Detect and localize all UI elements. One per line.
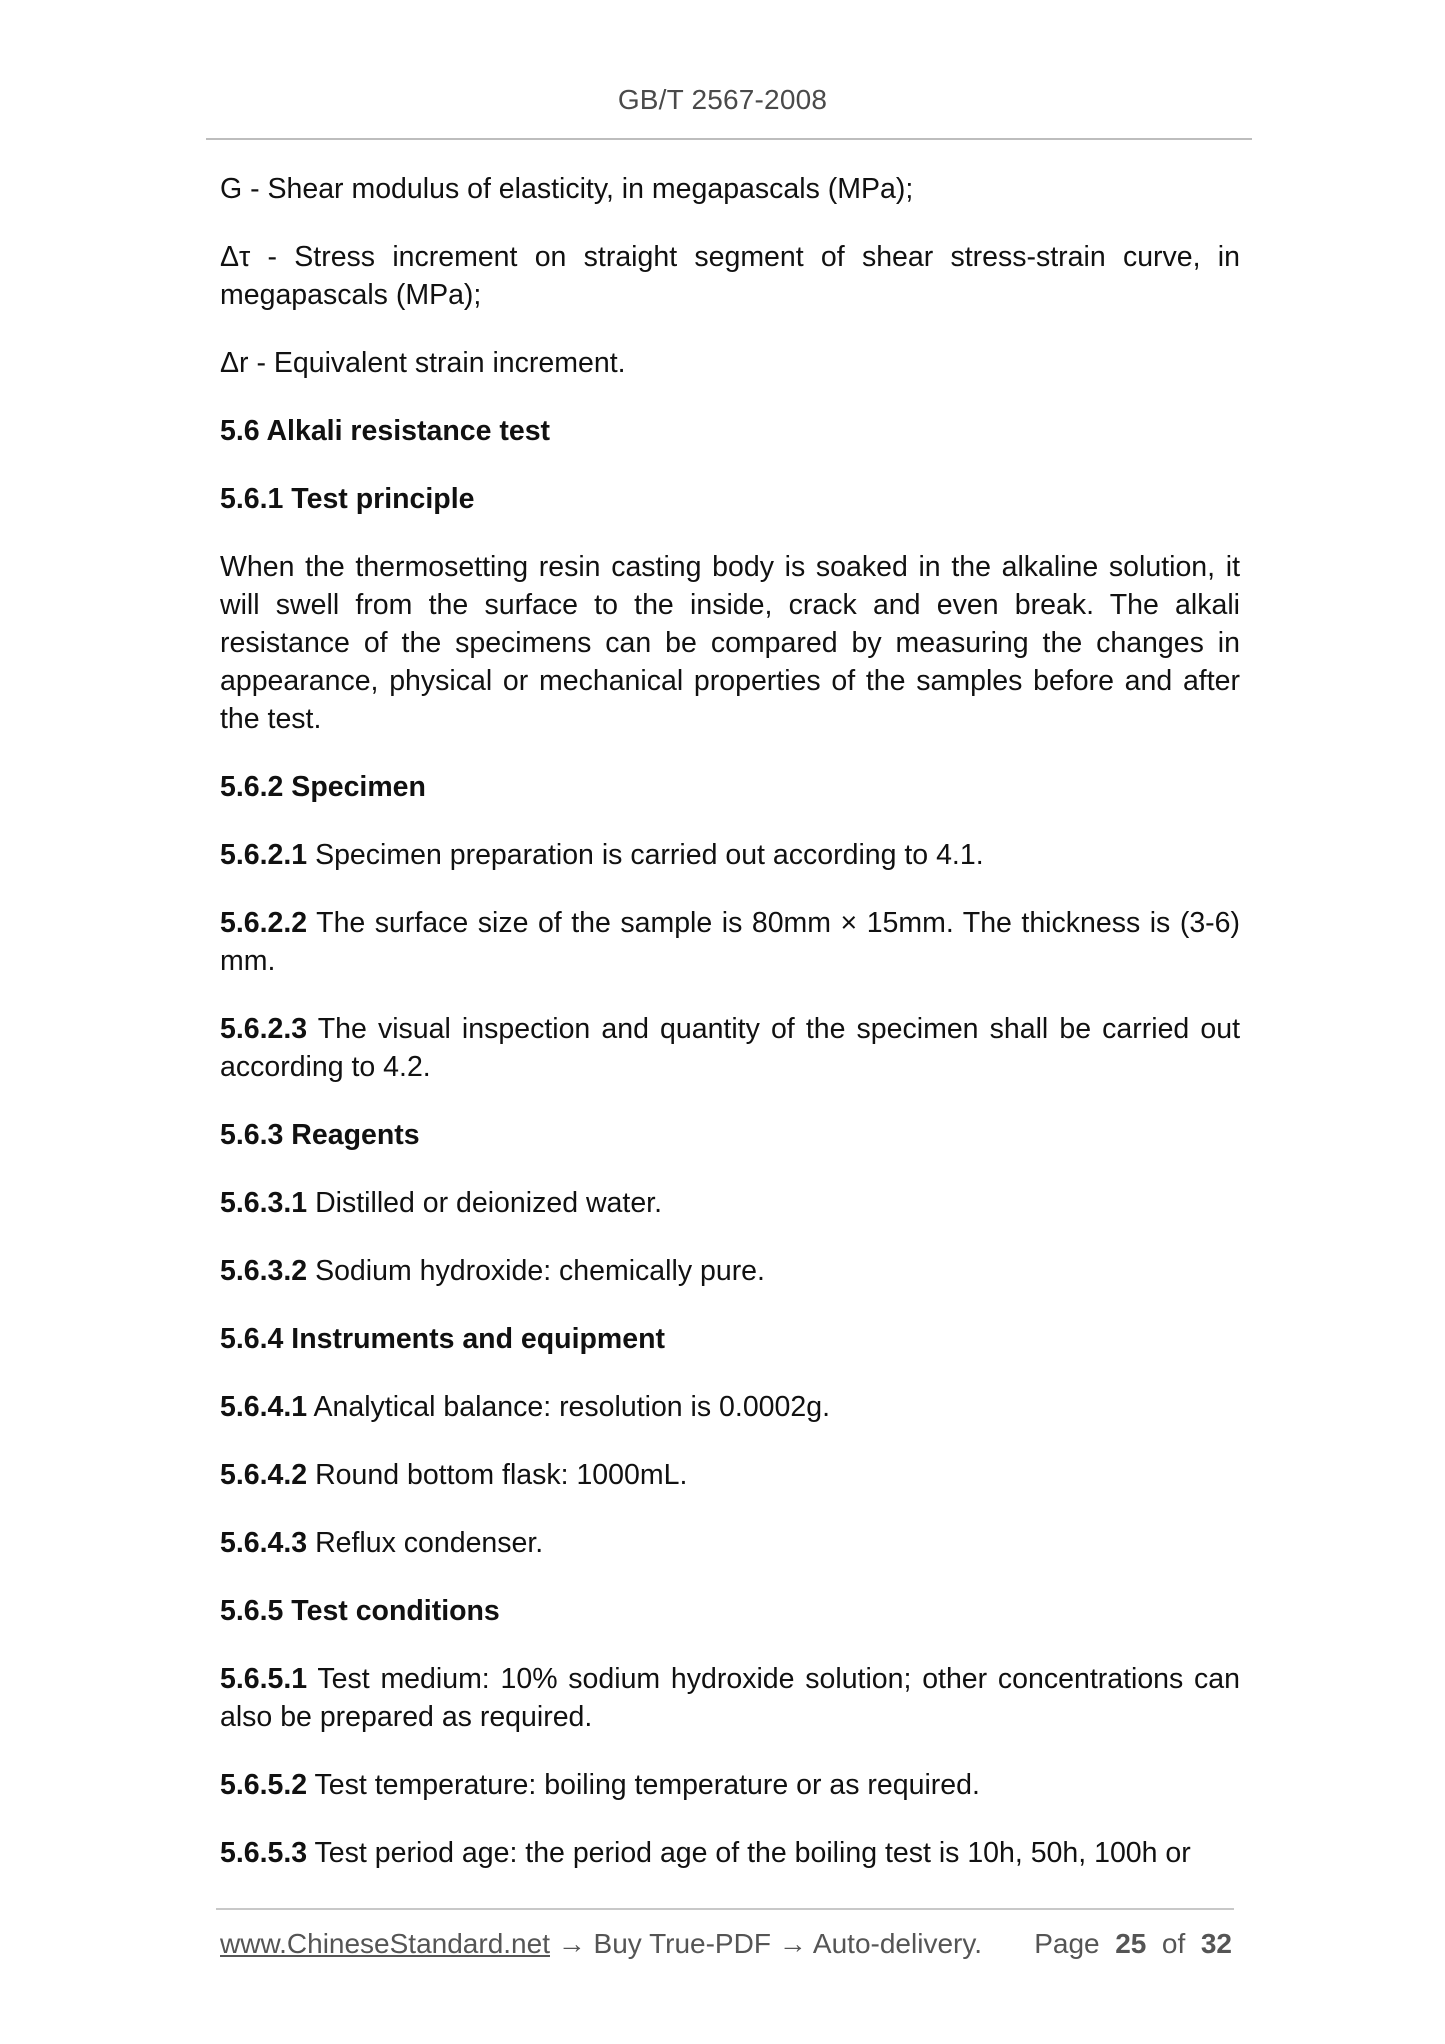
paragraph-test-principle: When the thermosetting resin casting body is soaked in the alkaline solution, it will swell from the surface to the inside, crack and even break. The alkali resistance of the specimens can be compared by measuring the changes in appearance, physical or mechanical properties of the samples before and after the test. (220, 551, 1240, 735)
clause-text: Test medium: 10% sodium hydroxide solution; other concentrations can also be prepared as required. (220, 1663, 1240, 1733)
clause-number: 5.6.3.1 (220, 1187, 308, 1219)
subsection-heading: 5.6.3 Reagents (220, 1119, 420, 1151)
clause (220, 1834, 1240, 1872)
clause (220, 1010, 1240, 1086)
subsection-heading: 5.6.5 Test conditions (220, 1595, 500, 1627)
clause-text: Sodium hydroxide: chemically pure. (307, 1255, 765, 1287)
clause (220, 904, 1240, 980)
clause-text: Reflux condenser. (307, 1527, 544, 1559)
clause-number: 5.6.5.1 (220, 1663, 308, 1695)
clause-number: 5.6.5.2 (220, 1769, 308, 1801)
clause (220, 836, 1240, 874)
clause (220, 1660, 1240, 1736)
clause-text: Distilled or deionized water. (307, 1187, 663, 1219)
clause (220, 1766, 1240, 1804)
page-total: 32 (1200, 1928, 1232, 1959)
document-header: GB/T 2567-2008 (617, 84, 828, 115)
section-heading: 5.6 Alkali resistance test (220, 415, 551, 447)
paragraph-strain-increment: Δr - Equivalent strain increment. (220, 347, 626, 379)
header-divider (206, 138, 1252, 140)
clause-number: 5.6.2.3 (220, 1013, 308, 1045)
page-footer (220, 1928, 1232, 1960)
page-current: 25 (1115, 1928, 1147, 1959)
footer-tagline: → Buy True-PDF → Auto-delivery. (549, 1928, 983, 1959)
clause-number: 5.6.3.2 (220, 1255, 308, 1287)
clause (220, 1252, 1240, 1290)
clause-number: 5.6.2.2 (220, 907, 308, 939)
clause (220, 1456, 1240, 1494)
clause-text: Test temperature: boiling temperature or as required. (307, 1769, 980, 1801)
subsection-heading: 5.6.2 Specimen (220, 771, 426, 803)
page-of: of (1161, 1928, 1186, 1959)
clause-number: 5.6.4.1 (220, 1391, 308, 1423)
clause-number: 5.6.4.3 (220, 1527, 308, 1559)
clause-text: Specimen preparation is carried out according to 4.1. (307, 839, 984, 871)
paragraph-stress-increment: Δτ - Stress increment on straight segment of shear stress-strain curve, in megapascals (MPa); (220, 241, 1240, 311)
clause (220, 1184, 1240, 1222)
paragraph-shear-modulus: G - Shear modulus of elasticity, in megapascals (MPa); (220, 173, 914, 205)
clause-text: The surface size of the sample is 80mm × 15mm. The thickness is (3-6) mm. (220, 907, 1240, 977)
website-link[interactable]: www.ChineseStandard.net (220, 1928, 550, 1959)
clause-number: 5.6.2.1 (220, 839, 308, 871)
clause-text: Analytical balance: resolution is 0.0002g. (307, 1391, 830, 1423)
clause-text: Test period age: the period age of the boiling test is 10h, 50h, 100h or (307, 1837, 1191, 1869)
page-indicator (1034, 1928, 1232, 1960)
subsection-heading: 5.6.1 Test principle (220, 483, 475, 515)
clause-number: 5.6.4.2 (220, 1459, 308, 1491)
page-body (220, 170, 1240, 1902)
clause-number: 5.6.5.3 (220, 1837, 308, 1869)
clause (220, 1388, 1240, 1426)
page-label: Page (1034, 1928, 1100, 1959)
clause-text: The visual inspection and quantity of the specimen shall be carried out according to 4.2. (220, 1013, 1240, 1083)
clause (220, 1524, 1240, 1562)
footer-divider (216, 1908, 1234, 1910)
clause-text: Round bottom flask: 1000mL. (307, 1459, 688, 1491)
subsection-heading: 5.6.4 Instruments and equipment (220, 1323, 666, 1355)
